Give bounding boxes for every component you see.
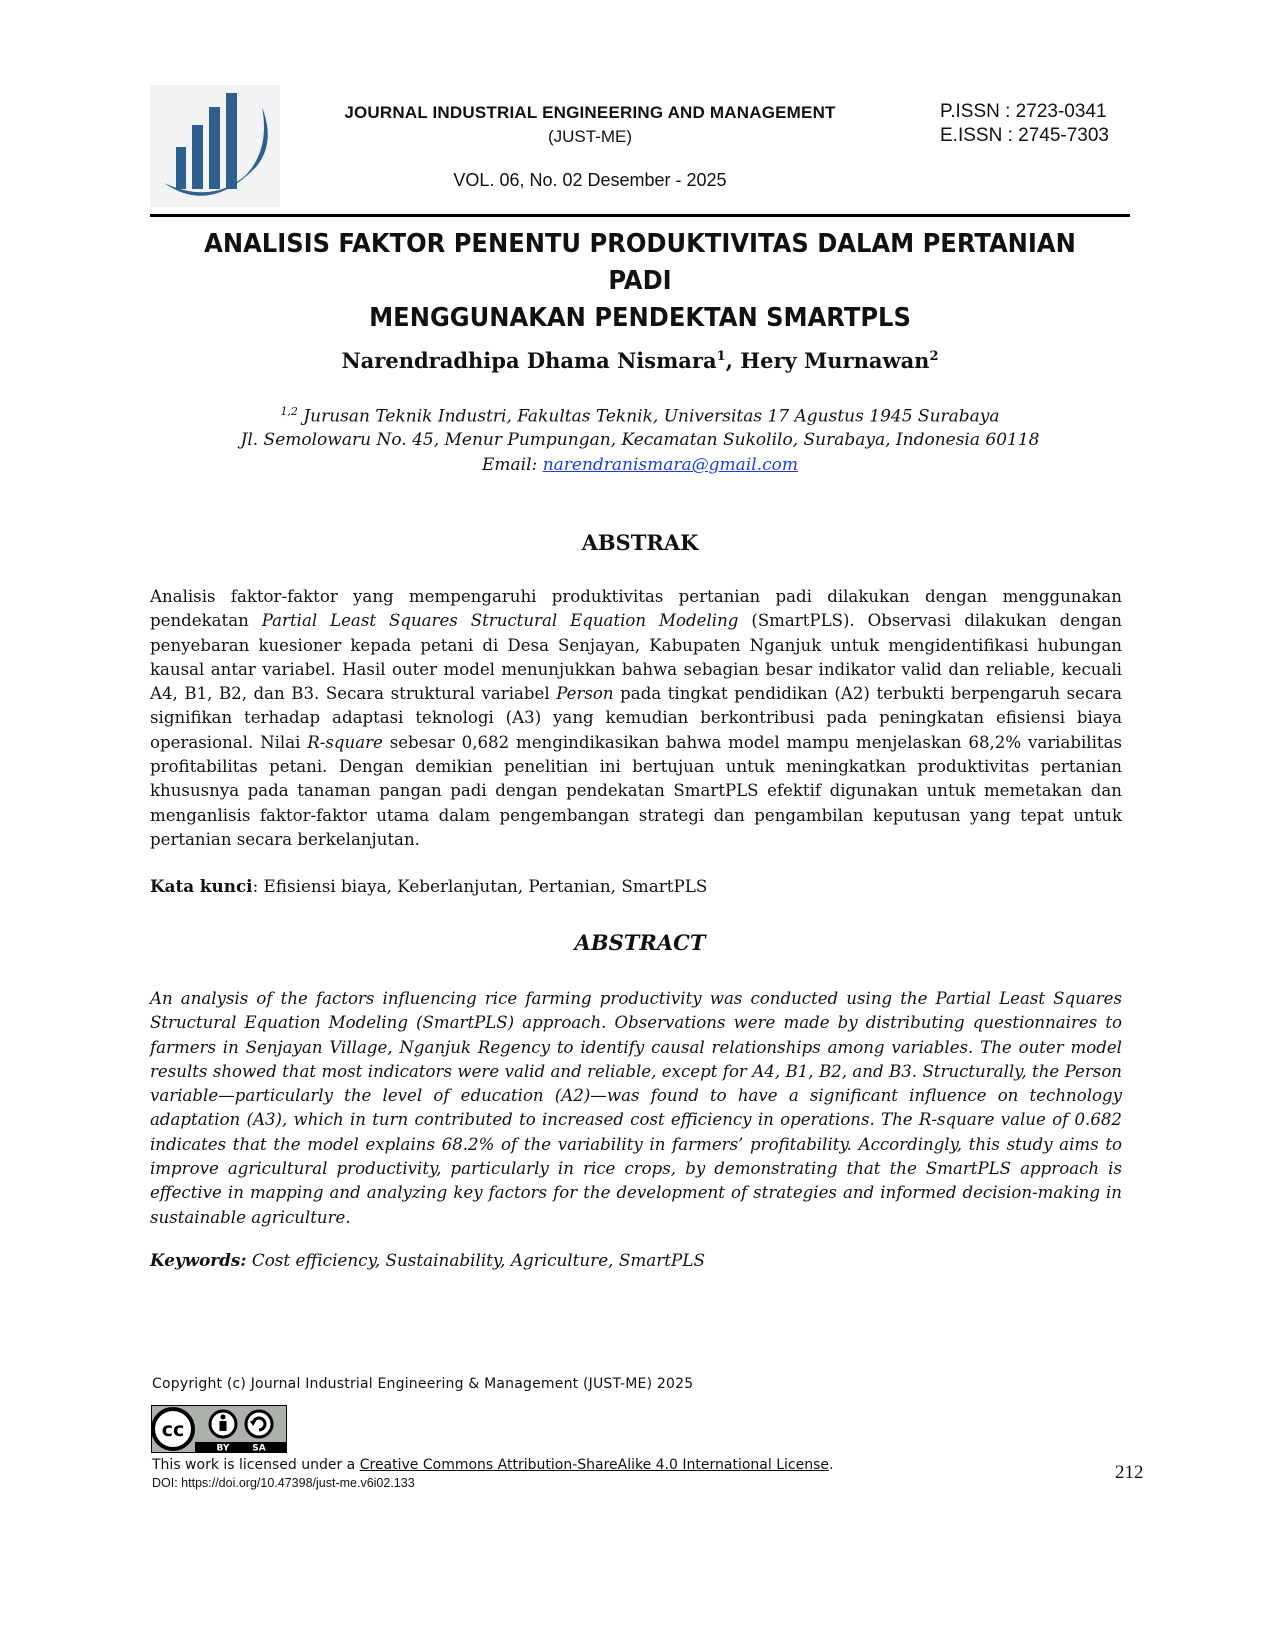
abstrak-heading: ABSTRAK bbox=[581, 530, 699, 555]
email-label: Email: bbox=[482, 455, 543, 475]
email-line bbox=[150, 455, 1130, 475]
kata-kunci-line bbox=[150, 876, 1122, 896]
cc-sa-label: SA bbox=[252, 1443, 266, 1453]
journal-title: JOURNAL INDUSTRIAL ENGINEERING AND MANAGEMENT bbox=[344, 103, 836, 122]
abstrak-text-italic: Partial Least Squares Structural Equation Modeling bbox=[261, 611, 739, 631]
cc-label: cc bbox=[161, 1419, 185, 1441]
cc-by-sa-license-icon[interactable] bbox=[151, 1405, 287, 1453]
keywords-line bbox=[150, 1250, 1122, 1270]
abstrak-text-italic: Person bbox=[556, 684, 614, 704]
cc-by-label: BY bbox=[216, 1443, 230, 1453]
affiliation-superscript: 1,2 bbox=[280, 405, 298, 418]
journal-logo-icon bbox=[150, 85, 280, 207]
author-list bbox=[150, 348, 1130, 373]
paper-title bbox=[184, 226, 1095, 337]
license-prefix: This work is licensed under a bbox=[152, 1457, 360, 1473]
email-link[interactable]: narendranismara@gmail.com bbox=[542, 455, 798, 475]
abstract-paragraph: An analysis of the factors influencing rice farming productivity was conducted using the Partial Least Squares Structural Equation Modeling (SmartPLS) approach. Observations were made by distributing questionnaires to farmers in Senjayan Village, Nganjuk Regency to identify causal relationships among variables. The outer model results showed that most indicators were valid and reliable, except for A4, B1, B2, and B3. Structurally, the Person variable—particularly the level of education (A2)—was found to have a significant influence on technology adaptation (A3), which in turn contributed to increased cost efficiency in operations. The R-square value of 0.682 indicates that the model explains 68.2% of the variability in farmers’ profitability. Accordingly, this study aims to improve agricultural productivity, particularly in rice crops, by demonstrating that the SmartPLS approach is effective in mapping and analyzing key factors for the development of strategies and informed decision-making in sustainable agriculture. bbox=[150, 989, 1122, 1227]
issn-electronic: E.ISSN : 2745-7303 bbox=[940, 125, 1109, 146]
author-separator: , bbox=[725, 348, 741, 373]
affiliation-line bbox=[150, 405, 1130, 427]
keywords-label: Keywords: bbox=[150, 1250, 247, 1270]
abstrak-text-segment: (SmartPLS). Observasi dilakukan dengan penyebaran kuesioner kepada petani di Desa Senjayan, Kabupaten Nganjuk untuk mengidentifikasi hubungan kausal antar variabel. Hasil outer model menunjukkan bahwa sebagian besar indikator valid dan reliable, kecuali A4, B1, B2, dan B3. Secara struktural variabel bbox=[150, 611, 1122, 704]
abstrak-paragraph bbox=[150, 585, 1122, 852]
abstract-heading: ABSTRACT bbox=[574, 930, 706, 955]
header-divider bbox=[150, 214, 1130, 217]
page-number: 212 bbox=[1115, 1462, 1144, 1483]
doi-line[interactable]: DOI: https://doi.org/10.47398/just-me.v6i02.133 bbox=[152, 1476, 415, 1490]
keywords-values: Cost efficiency, Sustainability, Agriculture, SmartPLS bbox=[246, 1250, 705, 1270]
license-suffix: . bbox=[828, 1457, 834, 1473]
author-name: Hery Murnawan bbox=[740, 348, 930, 373]
issn-print: P.ISSN : 2723-0341 bbox=[940, 101, 1107, 122]
paper-title-line-1: ANALISIS FAKTOR PENENTU PRODUKTIVITAS DALAM PERTANIAN PADI bbox=[204, 229, 1076, 296]
kata-kunci-values: : Efisiensi biaya, Keberlanjutan, Pertanian, SmartPLS bbox=[252, 876, 708, 896]
author-superscript: 1 bbox=[716, 349, 726, 364]
abstrak-text-segment: pada tingkat pendidikan (A2) terbukti berpengaruh secara signifikan terhadap adaptasi teknologi (A3) yang kemudian berkontribusi pada peningkatan efisiensi biaya operasional. Nilai bbox=[150, 684, 1122, 752]
license-notice bbox=[152, 1457, 833, 1473]
abstrak-text-segment: Analisis faktor-faktor yang mempengaruhi produktivitas pertanian padi dilakukan dengan menggunakan pendekatan bbox=[150, 587, 1122, 631]
license-link[interactable]: Creative Commons Attribution-ShareAlike 4.0 International License bbox=[359, 1457, 829, 1473]
kata-kunci-label: Kata kunci bbox=[150, 876, 253, 896]
copyright-notice: Copyright (c) Journal Industrial Engineering & Management (JUST-ME) 2025 bbox=[152, 1376, 694, 1392]
journal-abbreviation: (JUST-ME) bbox=[547, 127, 633, 146]
author-superscript: 2 bbox=[929, 349, 939, 364]
author-name: Narendradhipa Dhama Nismara bbox=[341, 348, 717, 373]
affiliation-address: Jl. Semolowaru No. 45, Menur Pumpungan, Kecamatan Sukolilo, Surabaya, Indonesia 60118 bbox=[240, 430, 1040, 450]
affiliation-text: Jurusan Teknik Industri, Fakultas Teknik, Universitas 17 Agustus 1945 Surabaya bbox=[303, 406, 1000, 427]
abstrak-text-segment: sebesar 0,682 mengindikasikan bahwa model mampu menjelaskan 68,2% variabilitas profitabilitas petani. Dengan demikian penelitian ini bertujuan untuk meningkatkan produktivitas pertanian khususnya pada tanaman pangan padi dengan pendekatan SmartPLS efektif digunakan untuk memetakan dan menganlisis faktor-faktor utama dalam pengembangan strategi dan pengambilan keputusan yang tepat untuk pertanian secara berkelanjutan. bbox=[150, 732, 1122, 849]
journal-volume: VOL. 06, No. 02 Desember - 2025 bbox=[453, 170, 727, 190]
abstrak-text-italic: R-square bbox=[307, 732, 383, 752]
paper-title-line-2: MENGGUNAKAN PENDEKTAN SMARTPLS bbox=[369, 303, 911, 333]
